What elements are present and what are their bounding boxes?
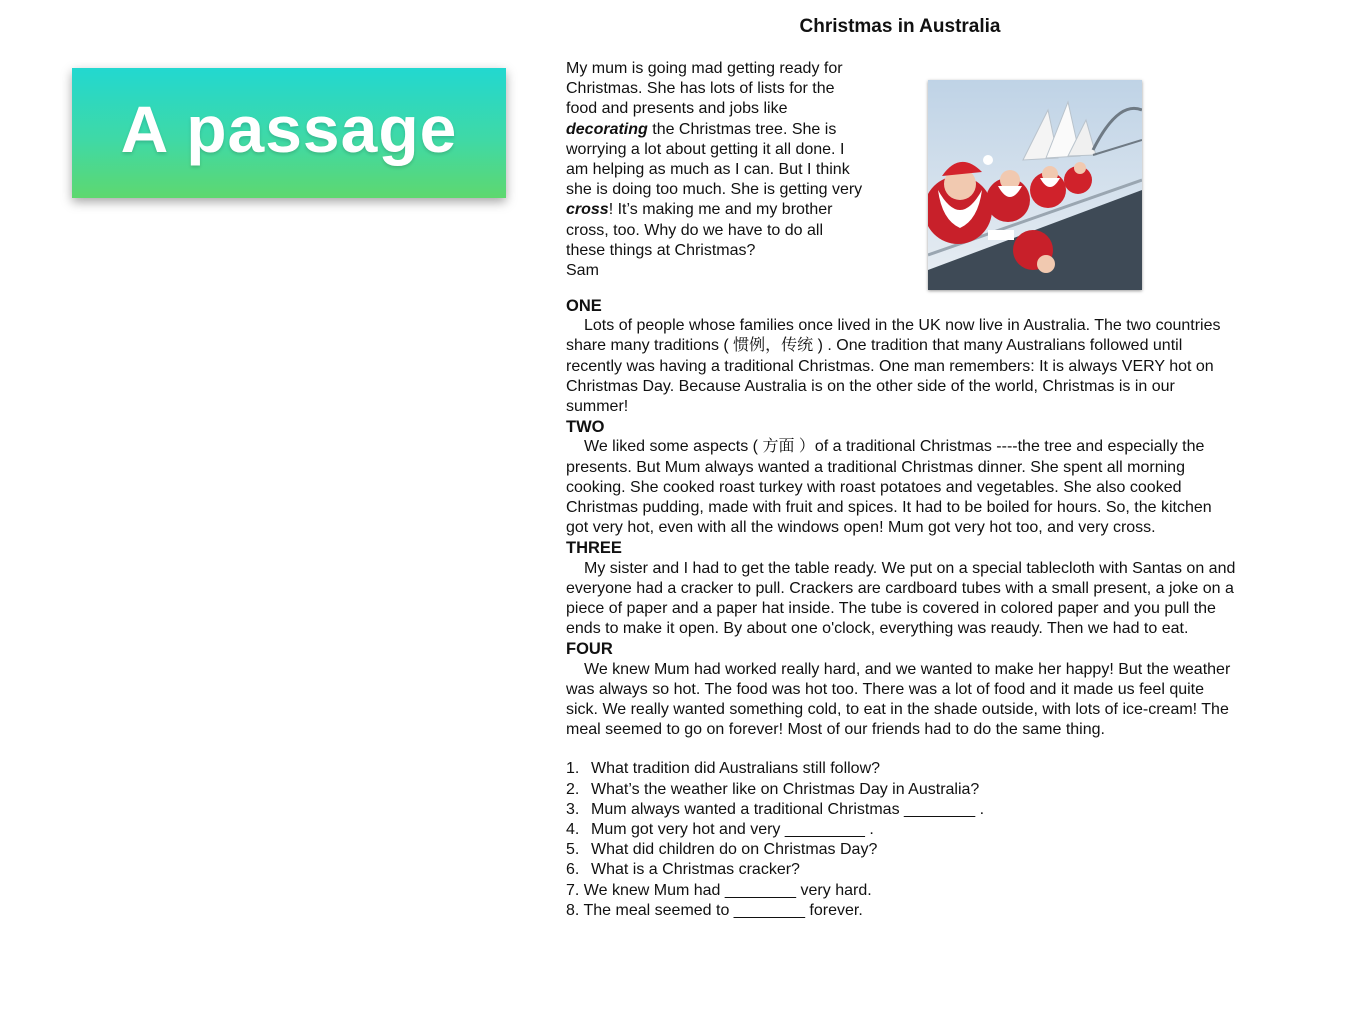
question-item [566,840,1238,860]
question-number: 7. [566,881,580,899]
question-item [566,780,1238,800]
section-paragraph: Lots of people whose families once lived in the UK now live in Australia. The two countries share many traditions ( 惯例，传统 ) . One tradition that many Australians followed until recently was having a traditional Christmas. One man remembers: It is always VERY hot on Christmas Day. Because Australia is on the other side of the world, Christmas is in our summer! [566,317,1221,416]
question-text: What’s the weather like on Christmas Day in Australia? [591,780,980,798]
question-item [566,800,1238,820]
section-paragraph: My sister and I had to get the table ready. We put on a special tablecloth with Santas on and everyone had a cracker to pull. Crackers are cardboard tubes with a small present, a joke on a piece of paper and a paper hat inside. The tube is covered in colored paper and you pull the ends to make it open. By about one o'clock, everything was reaudy. Then we had to eat. [566,559,1236,638]
question-item [566,881,1238,901]
passage-badge [72,68,506,198]
section-paragraph: We knew Mum had worked really hard, and we wanted to make her happy! But the weather was always so hot. The food was hot too. There was a lot of food and it made us feel quite sick. We really wanted something cold, to eat in the shade outside, with lots of ice-cream! The meal seemed to go on forever! Most of our friends had to do the same thing. [566,660,1231,739]
question-number: 3. [566,800,580,818]
intro-line: worrying a lot about getting it all done. I [566,140,845,158]
question-item [566,901,1238,921]
question-item [566,860,1238,880]
intro-line-rest: ! It’s making me and my brother [608,201,833,219]
santas-illustration [928,80,1142,290]
section-heading: FOUR [566,640,613,659]
emphasized-word: decorating [566,120,648,138]
question-number: 1. [566,760,580,778]
question-item [566,759,1238,779]
question-text: What is a Christmas cracker? [591,861,800,879]
question-text: What did children do on Christmas Day? [591,841,878,859]
intro-line: these things at Christmas? [566,241,756,259]
question-text: The meal seemed to ________ forever. [583,901,863,919]
signature: Sam [566,262,599,280]
question-number: 2. [566,780,580,798]
badge-label: A passage [120,92,458,166]
intro-line: Christmas. She has lots of lists for the [566,80,835,98]
section-heading: THREE [566,539,622,558]
question-list [566,759,1238,921]
section-heading: TWO [566,418,605,437]
emphasized-word: cross [566,201,609,219]
section-paragraph: We liked some aspects ( 方面 ）of a traditional Christmas ----the tree and especially the presents. But Mum always wanted a traditional Christmas dinner. She spent all morning cooking. She cooked roast turkey with roast potatoes and vegetables. She also cooked Christmas pudding, made with fruit and spices. It had to be boiled for hours. So, the kitchen got very hot, even with all the windows open! Mum got very hot too, and very cross. [566,438,1212,537]
intro-line: My mum is going mad getting ready for [566,60,843,77]
question-number: 6. [566,861,580,879]
intro-line: cross, too. Why do we have to do all [566,221,824,239]
section-heading: ONE [566,297,602,315]
question-text: We knew Mum had ________ very hard. [583,881,872,899]
question-text: Mum always wanted a traditional Christmas ________ . [591,800,985,818]
passage-body [566,296,1238,921]
santas-photo [928,80,1142,290]
intro-line: food and presents and jobs like [566,100,788,118]
intro-letter [566,59,896,281]
question-number: 4. [566,821,580,839]
question-text: What tradition did Australians still follow? [591,760,881,778]
intro-line-rest: the Christmas tree. She is [647,120,837,138]
question-text: Mum got very hot and very _________ . [591,821,874,839]
document-title: Christmas in Australia [799,16,1001,37]
question-number: 5. [566,841,580,859]
question-number: 8. [566,901,580,919]
intro-line: she is doing too much. She is getting very [566,181,863,199]
question-item [566,820,1238,840]
intro-line [566,120,896,140]
intro-line: am helping as much as I can. But I think [566,161,850,179]
intro-line [566,200,896,220]
